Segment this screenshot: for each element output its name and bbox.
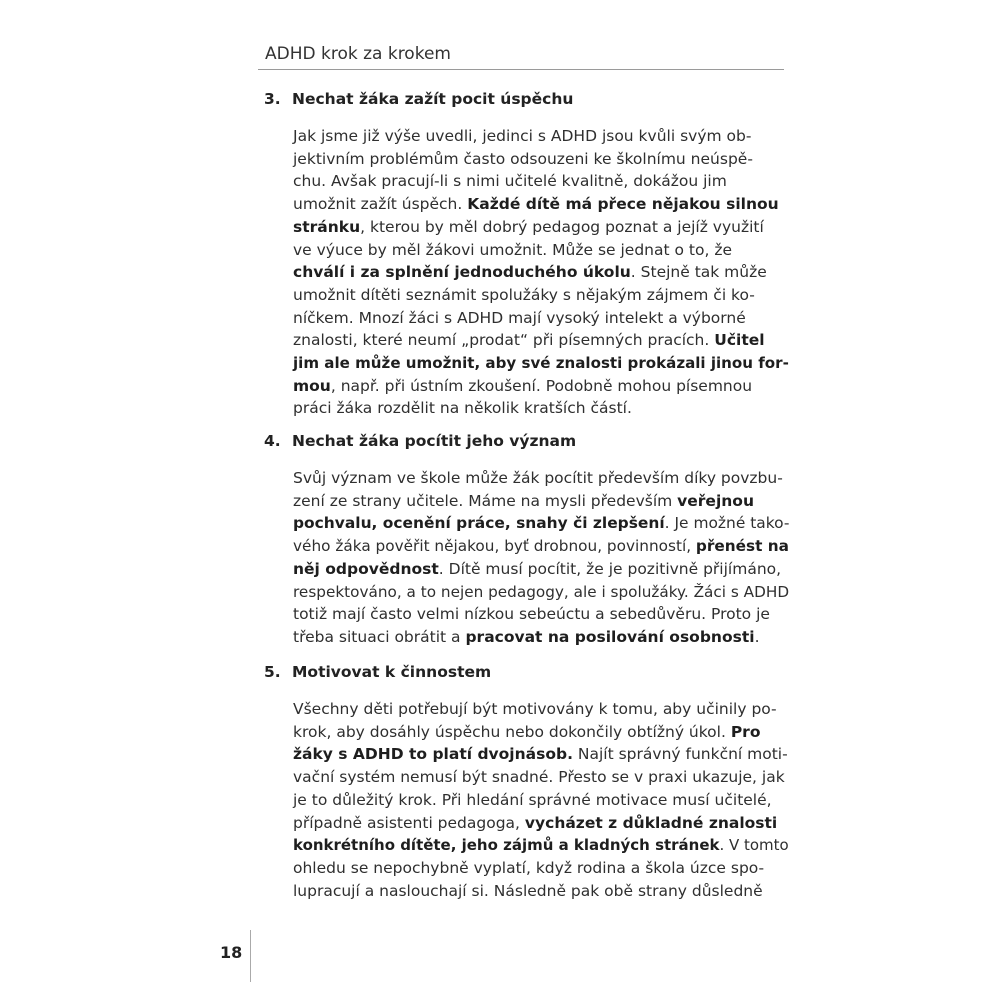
text-run: ve výuce by měl žákovi umožnit. Může se jednat o to, že: [293, 240, 732, 259]
text-line: [293, 352, 789, 375]
text-run: . Dítě musí pocítit, že je pozitivně přijímáno,: [438, 559, 782, 578]
section-title: Nechat žáka zažít pocit úspěchu: [292, 90, 574, 108]
text-run: práci žáka rozdělit na několik kratších částí.: [293, 399, 632, 418]
text-line: [293, 535, 789, 558]
text-line: [293, 581, 790, 604]
text-run: . Stejně tak může: [630, 263, 767, 282]
text-run: totiž mají často velmi nízkou sebeúctu a sebedůvěru. Proto je: [293, 605, 770, 624]
bold-text-run: žáky s ADHD to platí dvojnásob.: [293, 745, 573, 764]
section-5: [264, 661, 789, 902]
text-run: níčkem. Mnozí žáci s ADHD mají vysoký intelekt a výborné: [293, 308, 746, 327]
text-run: třeba situaci obrátit a: [293, 627, 466, 646]
text-line: [293, 239, 789, 262]
bold-text-run: pracovat na posilování osobnosti: [465, 627, 755, 646]
text-line: [293, 812, 789, 835]
section-heading: [264, 661, 789, 683]
text-run: Jak jsme již výše uvedli, jedinci s ADHD jsou kvůli svým ob-: [293, 127, 752, 145]
text-run: respektováno, a to nejen pedagogy, ale i spolužáky. Žáci s ADHD: [293, 582, 790, 601]
text-line: [293, 125, 789, 148]
header-divider: [258, 69, 784, 70]
text-run: je to důležitý krok. Při hledání správné motivace musí učitelé,: [293, 790, 772, 809]
text-run: chu. Avšak pracují-li s nimi učitelé kvalitně, dokážou jim: [293, 172, 727, 191]
bold-text-run: chválí i za splnění jednoduchého úkolu: [293, 263, 631, 282]
text-line: [293, 467, 789, 490]
text-line: [293, 558, 789, 581]
text-line: [293, 766, 789, 789]
text-line: [293, 834, 789, 857]
text-run: .: [754, 627, 760, 646]
bold-text-run: stránku: [293, 217, 361, 236]
text-line: [293, 261, 789, 284]
text-line: [293, 170, 789, 193]
text-line: [293, 743, 789, 766]
page-number: 18: [220, 943, 243, 962]
text-run: zení ze strany učitele. Máme na mysli především: [293, 491, 678, 510]
text-line: [293, 329, 789, 352]
text-run: . Je možné tako-: [664, 514, 790, 533]
page-header-title: ADHD krok za krokem: [265, 44, 451, 64]
section-title: Nechat žáka pocítit jeho význam: [292, 432, 577, 450]
section-body: [293, 467, 789, 649]
section-heading: [264, 430, 789, 452]
footer-divider: [250, 930, 251, 982]
bold-text-run: veřejnou: [677, 491, 754, 510]
text-run: , např. při ústním zkoušení. Podobně mohou písemnou: [330, 376, 753, 395]
section-number: 5.: [264, 663, 281, 681]
text-run: znalosti, které neumí „prodat“ při písemných pracích.: [293, 331, 715, 350]
text-line: [293, 857, 789, 880]
text-line: [293, 193, 789, 216]
text-run: umožnit zažít úspěch.: [293, 195, 468, 214]
text-run: umožnit dítěti seznámit spolužáky s nějakým zájmem či ko-: [293, 285, 755, 304]
section-3: [264, 88, 789, 420]
text-line: [293, 880, 789, 903]
text-run: ohledu se nepochybně vyplatí, když rodina a škola úzce spo-: [293, 858, 765, 877]
text-run: jektivním problémům často odsouzeni ke školnímu neúspě-: [293, 149, 753, 168]
text-line: [293, 284, 789, 307]
text-run: . V tomto: [719, 836, 789, 855]
bold-text-run: konkrétního dítěte, jeho zájmů a kladných stránek: [293, 836, 720, 855]
bold-text-run: pochvalu, ocenění práce, snahy či zlepšení: [293, 514, 665, 533]
text-run: Všechny děti potřebují být motivovány k tomu, aby učinily po-: [293, 700, 777, 718]
text-run: Svůj význam ve škole může žák pocítit především díky povzbu-: [293, 469, 783, 487]
text-line: [293, 721, 789, 744]
section-number: 4.: [264, 432, 281, 450]
text-run: případně asistenti pedagoga,: [293, 813, 525, 832]
section-body: [293, 125, 789, 420]
text-line: [293, 307, 789, 330]
text-line: [293, 148, 789, 171]
section-body: [293, 698, 789, 902]
text-line: [293, 626, 789, 649]
text-line: [293, 789, 789, 812]
section-title: Motivovat k činnostem: [292, 663, 492, 681]
text-line: [293, 216, 789, 239]
text-run: , kterou by měl dobrý pedagog poznat a jejíž využití: [360, 217, 764, 236]
bold-text-run: Učitel: [714, 331, 765, 350]
bold-text-run: něj odpovědnost: [293, 559, 439, 578]
text-line: [293, 490, 789, 513]
text-line: [293, 603, 789, 626]
text-run: vého žáka pověřit nějakou, byť drobnou, povinností,: [293, 537, 696, 556]
text-line: [293, 698, 789, 721]
text-line: [293, 512, 790, 535]
bold-text-run: jim ale může umožnit, aby své znalosti prokázali jinou for-: [293, 354, 789, 373]
text-run: vační systém nemusí být snadné. Přesto se v praxi ukazuje, jak: [293, 768, 785, 787]
text-line: [293, 375, 789, 398]
bold-text-run: mou: [293, 376, 331, 395]
section-heading: [264, 88, 789, 110]
text-run: krok, aby dosáhly úspěchu nebo dokončily obtížný úkol.: [293, 722, 731, 741]
text-run: lupracují a naslouchají si. Následně pak obě strany důsledně: [293, 881, 763, 900]
bold-text-run: vycházet z důkladné znalosti: [524, 813, 778, 832]
bold-text-run: přenést na: [695, 537, 789, 556]
text-run: Najít správný funkční moti-: [572, 745, 788, 764]
text-line: [293, 397, 789, 420]
section-4: [264, 430, 789, 649]
section-number: 3.: [264, 90, 281, 108]
bold-text-run: Pro: [730, 722, 761, 741]
bold-text-run: Každé dítě má přece nějakou silnou: [467, 195, 779, 214]
